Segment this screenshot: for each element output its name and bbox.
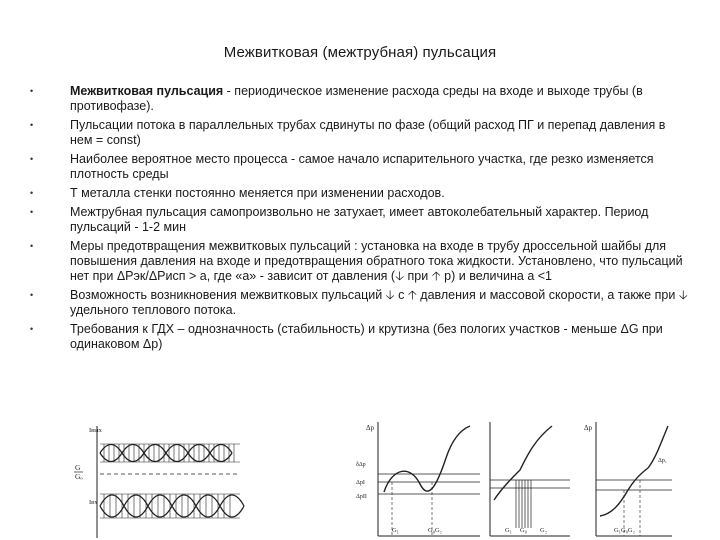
label-dp1: Δp₁ (658, 458, 667, 464)
label-g1: G₁ (392, 527, 399, 534)
axis-label-dp: Δp (366, 424, 375, 432)
bullet-dot-icon: • (30, 154, 34, 164)
bullet-dot-icon: • (30, 206, 34, 217)
bullet-text: Требования к ГДХ – однозначность (стабильность) и крутизна (без пологих участков - меньше ΔG при одинаковом Δp) (70, 322, 663, 352)
label-g-series: G₁G₀G₂ (614, 527, 635, 534)
label-g1: G₁ (505, 527, 512, 534)
figures-area (0, 418, 720, 540)
bullet-list (30, 84, 690, 356)
wave-top-b (100, 445, 232, 462)
bullet-dot-icon: • (30, 324, 34, 334)
label-g0: G₀ (520, 527, 527, 534)
bullet-text: Возможность возникновения межвитковых пульсаций 🡣 с 🡡 давления и массовой скорости, а также при 🡣 удельного теплового потока. (70, 288, 688, 318)
label-i-out: Iвых (89, 427, 102, 434)
bullet-dot-icon: • (30, 86, 34, 96)
label-g2: G₂ (540, 527, 547, 534)
label-i-in: Iвх (89, 499, 98, 506)
bullet-item (30, 118, 690, 148)
bullet-dot-icon: • (30, 188, 34, 198)
gdh-curve-2 (494, 426, 552, 500)
axis-label-dp: Δp (584, 424, 593, 432)
wave-bottom-b (100, 495, 244, 517)
label-dp-i: ΔpI (356, 480, 365, 486)
label-g: G (75, 463, 81, 472)
label-dp-ii: ΔpII (356, 494, 367, 500)
bullet-text: Наиболее вероятное место процесса - самое начало испарительного участка, где резко изменяется плотность среды (70, 152, 654, 182)
bullet-text: Меры предотвращения межвитковых пульсаций : установка на входе в трубу дроссельной шайбы для повышения давления на входе и предотвращения обратного тока жидкости. Установлено, что пульсаций нет при ΔPэк/ΔPисп > a, где «a» - зависит от давления (🡣 при 🡡 p) и величина a <1 (70, 238, 683, 284)
bullet-text: Т металла стенки постоянно меняется при изменении расходов. (70, 186, 445, 200)
bullet-dot-icon: • (30, 240, 34, 251)
gdh-curve-3 (600, 426, 668, 516)
bullet-dot-icon: • (30, 120, 34, 130)
slide-title: Межвитковая (межтрубная) пульсация (223, 44, 497, 61)
gdh-panel-1 (356, 422, 480, 536)
bullet-item (30, 186, 690, 201)
bullet-dot-icon: • (30, 290, 34, 300)
label-delta-dp: δΔp (356, 462, 366, 468)
gdh-panel-2 (490, 422, 570, 536)
bullet-item (30, 152, 690, 182)
hatch-band-bottom (100, 494, 240, 518)
bullet-item (30, 288, 690, 318)
label-g0: Gₒ (75, 472, 83, 481)
bullet-item (30, 239, 690, 285)
bullet-item (30, 322, 690, 352)
bullet-text: Межтрубная пульсация самопроизвольно не затухает, имеет автоколебательный характер. Период пульсаций - 1-2 мин (70, 204, 649, 234)
bullet-text: - периодическое изменение расхода среды на входе и выходе трубы (в противофазе). (70, 84, 643, 114)
pulsation-waveform-figure (74, 426, 244, 538)
gdh-panel-3 (584, 422, 672, 536)
bullet-text: Пульсации потока в параллельных трубах сдвинуты по фазе (общий расход ПГ и перепад давления в нем = const) (70, 118, 666, 148)
hatch-band-top (100, 444, 240, 462)
bullet-lead: Межвитковая пульсация (70, 84, 224, 98)
hatch-region (516, 480, 531, 528)
bullet-item (30, 84, 690, 114)
label-g0g2: G₀G₂ (428, 527, 442, 534)
bullet-item (30, 205, 690, 235)
